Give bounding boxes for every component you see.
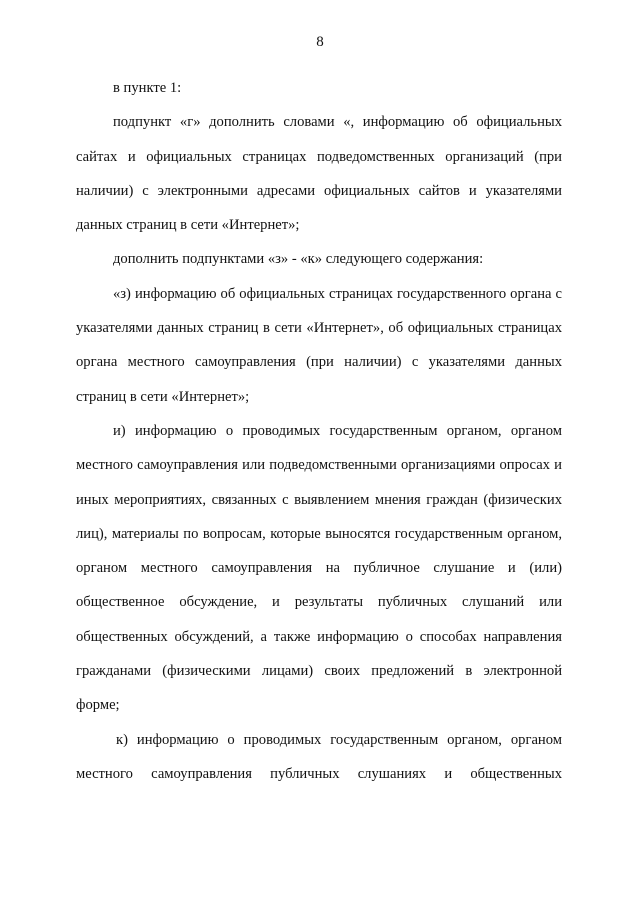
paragraph-subitem-g: подпункт «г» дополнить словами «, информацию об официальных сайтах и официальных страницах подведомственных организаций (при наличии) с электронными адресами официальных сайтов и указателями данных страниц в сети «Интернет»; (76, 114, 562, 234)
page-number: 8 (316, 34, 324, 50)
paragraph-subitem-i: и) информацию о проводимых государственным органом, органом местного самоуправления или подведомственными организациями опросах и иных мероприятиях, связанных с выявлением мнения граждан (физических лиц), материалы по вопросам, которые выносятся государственным органом, органом местного самоуправления на публичное слушание и (или) общественное обсуждение, и результаты публичных слушаний или общественных обсуждений, а также информацию о способах направления гражданами (физическими лицами) своих предложений в электронной форме; (76, 422, 562, 714)
paragraph-item-intro: в пункте 1: (113, 80, 182, 96)
document-body (76, 71, 562, 791)
paragraph-add-subitems: дополнить подпунктами «з» - «к» следующего содержания: (113, 251, 484, 268)
paragraph-subitem-k: к) информацию о проводимых государственным органом, органом местного самоуправления публичных слушаниях и общественных (76, 731, 562, 782)
paragraph-subitem-z: «з) информацию об официальных страницах государственного органа с указателями данных страниц в сети «Интернет», об официальных страницах органа местного самоуправления (при наличии) с указателями данных страниц в сети «Интернет»; (76, 285, 562, 405)
